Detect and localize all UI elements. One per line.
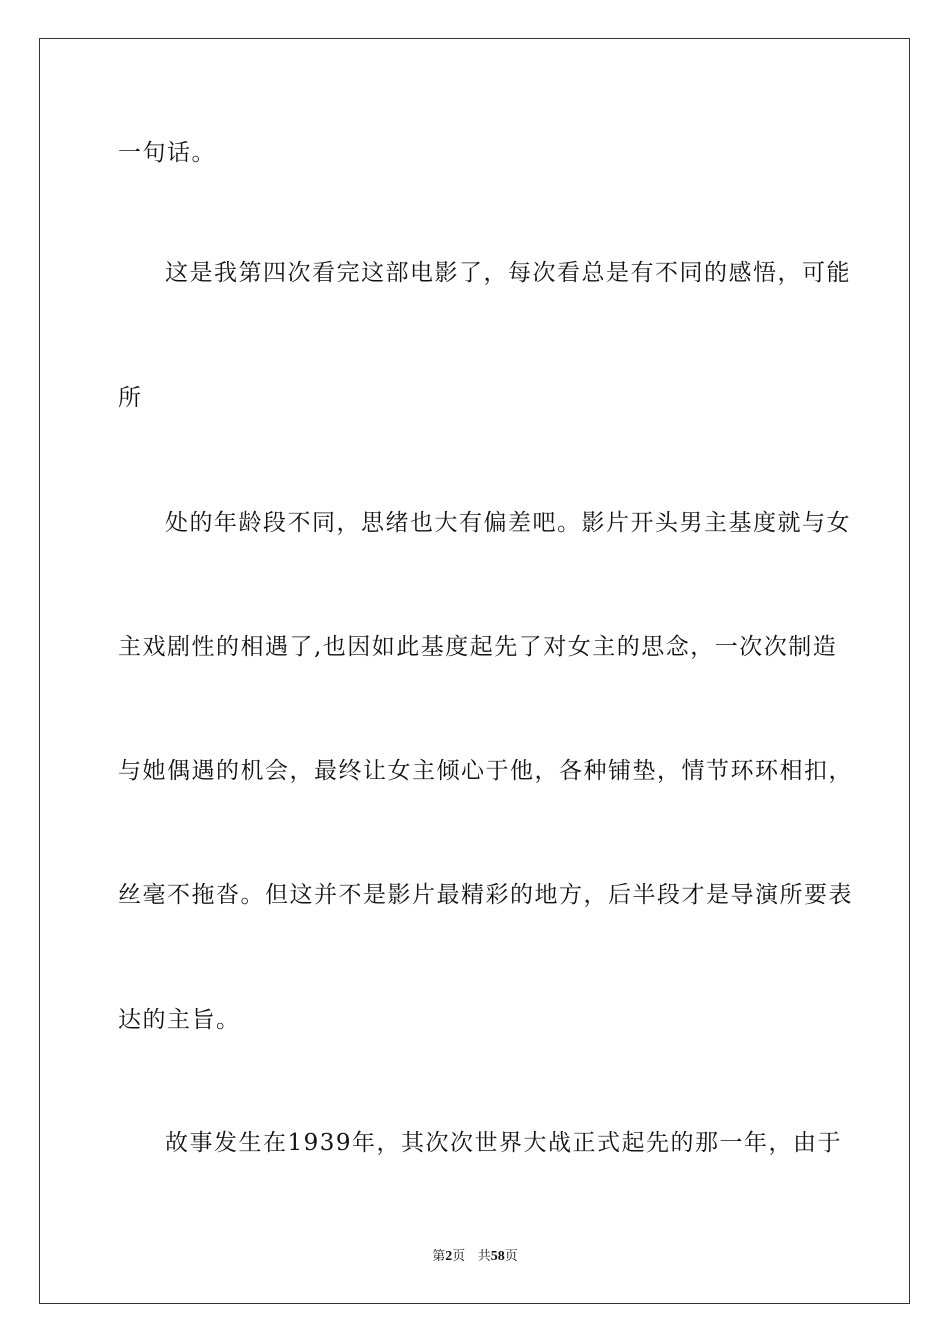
text-line: 主戏剧性的相遇了,也因如此基度起先了对女主的思念，一次次制造 (118, 634, 838, 660)
page-label-suffix: 页 (452, 1249, 466, 1264)
text-line: 丝毫不拖沓。但这并不是影片最精彩的地方，后半段才是导演所要表 (118, 882, 853, 908)
page-label-prefix: 第 (432, 1249, 446, 1264)
text-line: 一句话。 (118, 140, 216, 166)
page-footer (0, 1248, 950, 1266)
page-border (39, 38, 910, 1304)
total-label-suffix: 页 (504, 1249, 518, 1264)
total-label-prefix: 共 (477, 1249, 491, 1264)
text-line: 达的主旨。 (118, 1007, 241, 1033)
paragraph-first-line: 故事发生在1939年，其次次世界大战正式起先的那一年，由于 (165, 1130, 843, 1156)
total-pages: 58 (490, 1249, 505, 1264)
paragraph-first-line: 这是我第四次看完这部电影了，每次看总是有不同的感悟，可能 (165, 260, 851, 286)
text-line: 所 (118, 385, 143, 411)
page-number: 2 (445, 1249, 453, 1264)
text-line: 与她偶遇的机会，最终让女主倾心于他，各种铺垫，情节环环相扣， (118, 758, 853, 784)
paragraph-first-line: 处的年龄段不同，思绪也大有偏差吧。影片开头男主基度就与女 (165, 510, 851, 536)
